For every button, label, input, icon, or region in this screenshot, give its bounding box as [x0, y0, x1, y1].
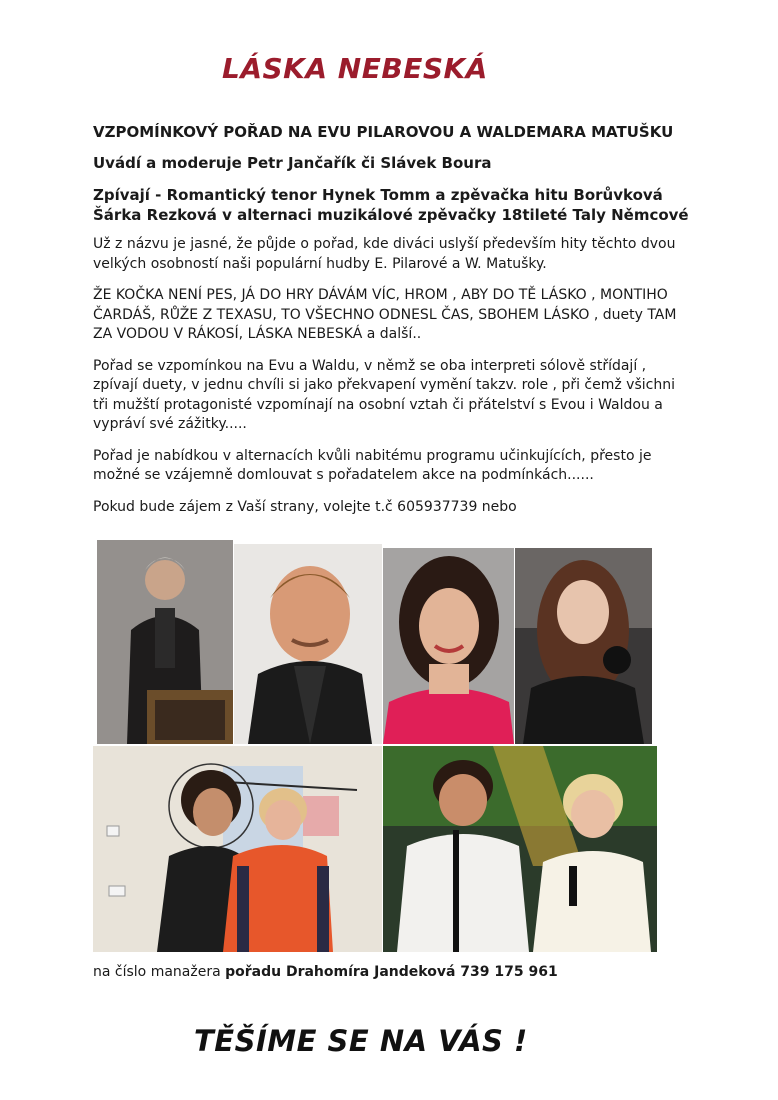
- photo-duo-stage: [383, 746, 657, 952]
- photo-collage: [93, 540, 659, 952]
- manager-contact: [93, 962, 558, 982]
- paragraph-offer: Pořad je nabídkou v alternacích kvůli nabitému programu učinkujících, přesto je možné se vzájemně domlouvat s pořadatelem akce na podmínkách......: [93, 447, 652, 483]
- paragraph-intro: Už z názvu je jasné, že půjde o pořad, kde diváci uslyší především hity těchto dvou velkých osobností naši populární hudby E. Pilarové a W. Matušky.: [93, 236, 676, 272]
- photo-man-in-suit: [97, 540, 233, 744]
- main-content: [93, 122, 689, 529]
- photo-duo-studio: [93, 746, 382, 952]
- photo-woman-pink: [383, 548, 514, 744]
- manager-contact-name: pořadu Drahomíra Jandeková 739 175 961: [225, 964, 558, 980]
- paragraph-contact: Pokud bude zájem z Vaší strany, volejte t.č 605937739 nebo: [93, 498, 517, 515]
- host-line: Uvádí a moderuje Petr Jančařík či Slávek Boura: [93, 154, 492, 172]
- photo-man-smiling: [234, 544, 382, 744]
- singers-line: Zpívají - Romantický tenor Hynek Tomm a zpěvačka hitu Borůvková Šárka Rezková v alternaci muzikálové zpěvačky 18tileté Taly Němcové: [93, 186, 689, 224]
- photo-young-woman: [515, 548, 652, 744]
- closing-slogan: TĚŠÍME SE NA VÁS !: [194, 1024, 528, 1058]
- page-title: LÁSKA NEBESKÁ: [222, 52, 488, 85]
- paragraph-program: Pořad se vzpomínkou na Evu a Waldu, v němž se oba interpreti sólově střídají , zpívají duety, v jednu chvíli si jako překvapení vymění takzv. role , při čemž všichni tři mužští protagonisté vzpomínají na osobní vztah či přátelství s Evou i Waldou a vypráví své zážitky.....: [93, 357, 675, 432]
- manager-contact-prefix: na číslo manažera: [93, 964, 226, 980]
- show-heading: VZPOMÍNKOVÝ POŘAD NA EVU PILAROVOU A WALDEMARA MATUŠKU: [93, 123, 674, 141]
- paragraph-songs: ŽE KOČKA NENÍ PES, JÁ DO HRY DÁVÁM VÍC, HROM , ABY DO TĚ LÁSKO , MONTIHO ČARDÁŠ, RŮŽE Z TEXASU, TO VŠECHNO ODNESL ČAS, SBOHEM LÁSKO , duety TAM ZA VODOU V RÁKOSÍ, LÁSKA NEBESKÁ a další..: [93, 287, 677, 342]
